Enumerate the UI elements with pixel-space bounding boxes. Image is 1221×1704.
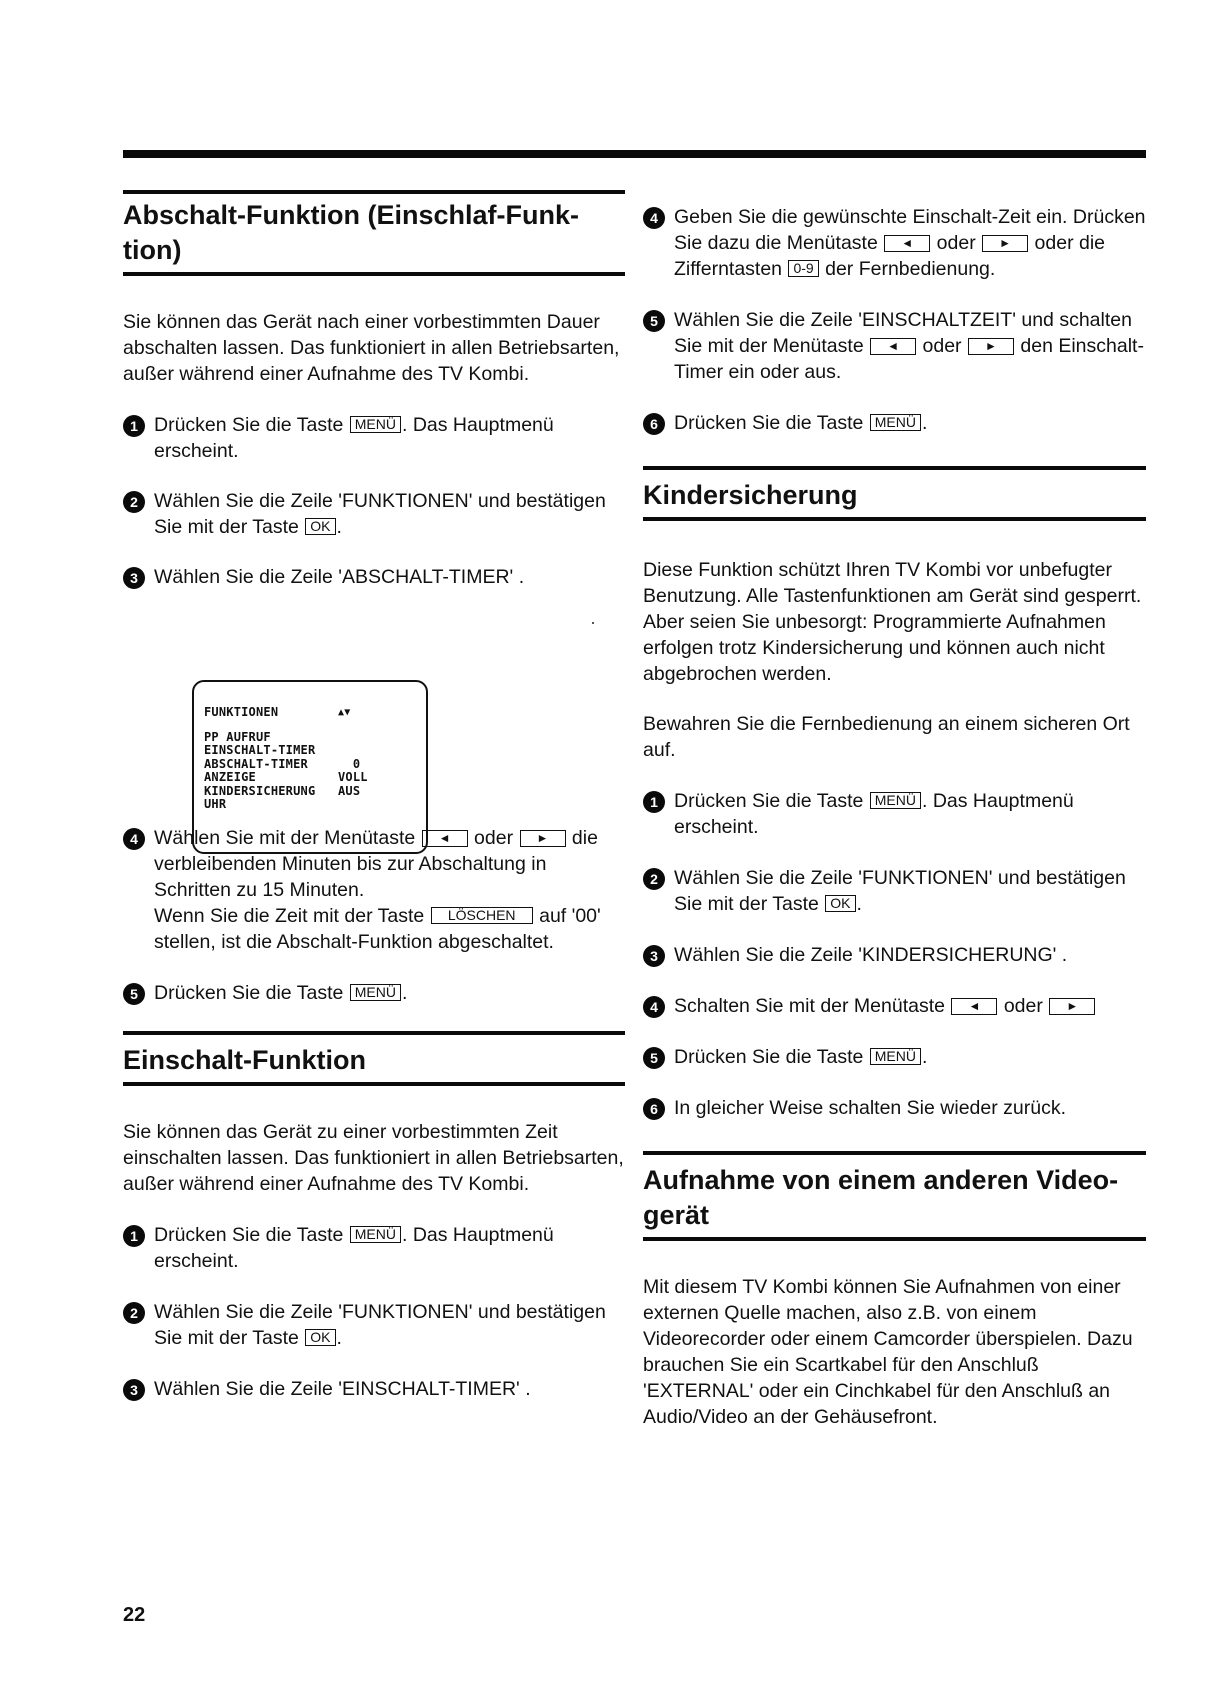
osd-menu-row: ABSCHALT-TIMER 0 (204, 756, 361, 771)
step-1: 1 Drücken Sie die Taste MENÜ . Das Hauptmenü erscheint. (123, 412, 625, 464)
step-2: 2 Wählen Sie die Zeile 'FUNKTIONEN' und bestätigen Sie mit der Taste OK . (123, 1299, 625, 1351)
step-2: 2 Wählen Sie die Zeile 'FUNKTIONEN' und bestätigen Sie mit der Taste OK . (123, 488, 625, 540)
ok-key-icon: OK (825, 895, 855, 912)
left-arrow-key-icon: ◄ (951, 998, 997, 1015)
left-arrow-key-icon: ◄ (870, 338, 916, 355)
digit-keys-icon: 0-9 (788, 260, 818, 277)
osd-menu-title: FUNKTIONEN (204, 705, 279, 719)
osd-menu-row: PP AUFRUF (204, 729, 271, 744)
menu-key-icon: MENÜ (870, 414, 921, 431)
left-arrow-key-icon: ◄ (422, 830, 468, 847)
right-arrow-key-icon: ► (1049, 998, 1095, 1015)
page-number: 22 (123, 1604, 146, 1626)
step-number-icon: 6 (643, 1098, 665, 1120)
ok-key-icon: OK (305, 1329, 335, 1346)
section-rule-bottom (643, 1237, 1146, 1241)
left-column (123, 190, 625, 1402)
section-intro: Diese Funktion schützt Ihren TV Kombi vor unbefugter Benutzung. Alle Tastenfunktionen am Gerät sind gesperrt. Aber seien Sie unbesorgt: Programmierte Aufnahmen erfolgen trotz Kindersicherung und können auch nicht abgebrochen werden. (643, 559, 1142, 685)
step-number-icon: 5 (123, 983, 145, 1005)
loeschen-key-icon: LÖSCHEN (431, 907, 533, 924)
step-number-icon: 3 (123, 567, 145, 589)
step-number-icon: 3 (643, 945, 665, 967)
step-number-icon: 3 (123, 1379, 145, 1401)
step-3: 3 Wählen Sie die Zeile 'KINDERSICHERUNG' . (643, 942, 1146, 968)
section-einschalt-header (123, 1031, 625, 1086)
section-rule-bottom (123, 1082, 625, 1086)
section-abschalt-header (123, 190, 625, 276)
step-5: 5 Drücken Sie die Taste MENÜ . (123, 980, 625, 1006)
scan-artifact (592, 622, 594, 624)
right-column (643, 190, 1146, 1430)
section-rule-bottom (123, 272, 625, 276)
menu-key-icon: MENÜ (870, 1048, 921, 1065)
osd-menu-title-row (204, 706, 426, 720)
section-intro: Sie können das Gerät nach einer vorbestimmten Dauer abschalten lassen. Das funktioniert in allen Betriebsarten, außer während einer Aufnahme des TV Kombi. (123, 311, 620, 385)
step-5: 5 Wählen Sie die Zeile 'EINSCHALTZEIT' und schalten Sie mit der Menütaste ◄ oder ► den Einschalt-Timer ein oder aus. (643, 307, 1146, 385)
menu-key-icon: MENÜ (350, 984, 401, 1001)
step-1: 1 Drücken Sie die Taste MENÜ . Das Hauptmenü erscheint. (643, 788, 1146, 840)
ok-key-icon: OK (305, 518, 335, 535)
section-note: Bewahren Sie die Fernbedienung an einem sicheren Ort auf. (643, 713, 1130, 761)
right-arrow-key-icon: ► (520, 830, 566, 847)
right-arrow-key-icon: ► (968, 338, 1014, 355)
menu-key-icon: MENÜ (870, 792, 921, 809)
step-6: 6 In gleicher Weise schalten Sie wieder zurück. (643, 1095, 1146, 1121)
section-title-kindersicherung: Kindersicherung (643, 480, 858, 510)
osd-menu-row: EINSCHALT-TIMER (204, 743, 316, 757)
step-6: 6 Drücken Sie die Taste MENÜ . (643, 410, 1146, 436)
section-title-aufnahme: Aufnahme von einem anderen Video- gerät (643, 1165, 1119, 1230)
section-title-einschalt: Einschalt-Funktion (123, 1045, 366, 1075)
step-number-icon: 1 (123, 1225, 145, 1247)
step-number-icon: 4 (643, 207, 665, 229)
left-arrow-key-icon: ◄ (884, 235, 930, 252)
section-title-abschalt: Abschalt-Funktion (Einschlaf-Funk- tion) (123, 200, 579, 265)
step-4: 4 Geben Sie die gewünschte Einschalt-Zeit ein. Drücken Sie dazu die Menütaste ◄ oder ► oder die Zifferntasten 0-9 der Fernbedienung. (643, 204, 1146, 282)
section-intro: Sie können das Gerät zu einer vorbestimmten Zeit einschalten lassen. Das funktioniert in allen Betriebsarten, außer während einer Aufnahme des TV Kombi. (123, 1121, 624, 1195)
step-2: 2 Wählen Sie die Zeile 'FUNKTIONEN' und bestätigen Sie mit der Taste OK . (643, 865, 1146, 917)
step-number-icon: 4 (643, 996, 665, 1018)
page-top-rule (123, 150, 1146, 158)
step-number-icon: 1 (123, 415, 145, 437)
step-number-icon: 5 (643, 1047, 665, 1069)
step-number-icon: 2 (123, 491, 145, 513)
step-3: 3 Wählen Sie die Zeile 'ABSCHALT-TIMER' . (123, 564, 625, 590)
section-rule-bottom (643, 517, 1146, 521)
osd-menu-row: ANZEIGE VOLL (204, 770, 368, 784)
right-arrow-key-icon: ► (982, 235, 1028, 252)
step-3: 3 Wählen Sie die Zeile 'EINSCHALT-TIMER' . (123, 1376, 625, 1402)
step-number-icon: 2 (643, 868, 665, 890)
up-down-arrows-icon: ▲▼ (338, 707, 351, 718)
menu-key-icon: MENÜ (350, 416, 401, 433)
step-1: 1 Drücken Sie die Taste MENÜ . Das Hauptmenü erscheint. (123, 1222, 625, 1274)
step-4: 4 Schalten Sie mit der Menütaste ◄ oder ► (643, 993, 1146, 1019)
step-number-icon: 4 (123, 828, 145, 850)
step-4: 4 Wählen Sie mit der Menütaste ◄ oder ► die verbleibenden Minuten bis zur Abschaltung in Schritten zu 15 Minuten. Wenn Sie die Zeit mit der Taste LÖSCHEN auf '00' stellen, ist die Abschalt-Funktion abgeschaltet. (123, 825, 625, 955)
osd-menu-row: UHR (204, 797, 227, 811)
section-aufnahme-header (643, 1151, 1146, 1241)
section-intro: Mit diesem TV Kombi können Sie Aufnahmen von einer externen Quelle machen, also z.B. von einem Videorecorder oder einem Camcorder überspielen. Dazu brauchen Sie ein Scartkabel für den Anschluß 'EXTERNAL' oder ein Cinchkabel für den Anschluß an Audio/Video an der Gehäusefront. (643, 1276, 1133, 1428)
section-kindersicherung-header (643, 466, 1146, 521)
menu-key-icon: MENÜ (350, 1226, 401, 1243)
step-number-icon: 5 (643, 310, 665, 332)
step-number-icon: 2 (123, 1302, 145, 1324)
osd-menu-row: KINDERSICHERUNG AUS (204, 783, 361, 798)
step-number-icon: 1 (643, 791, 665, 813)
step-number-icon: 6 (643, 413, 665, 435)
step-5: 5 Drücken Sie die Taste MENÜ . (643, 1044, 1146, 1070)
